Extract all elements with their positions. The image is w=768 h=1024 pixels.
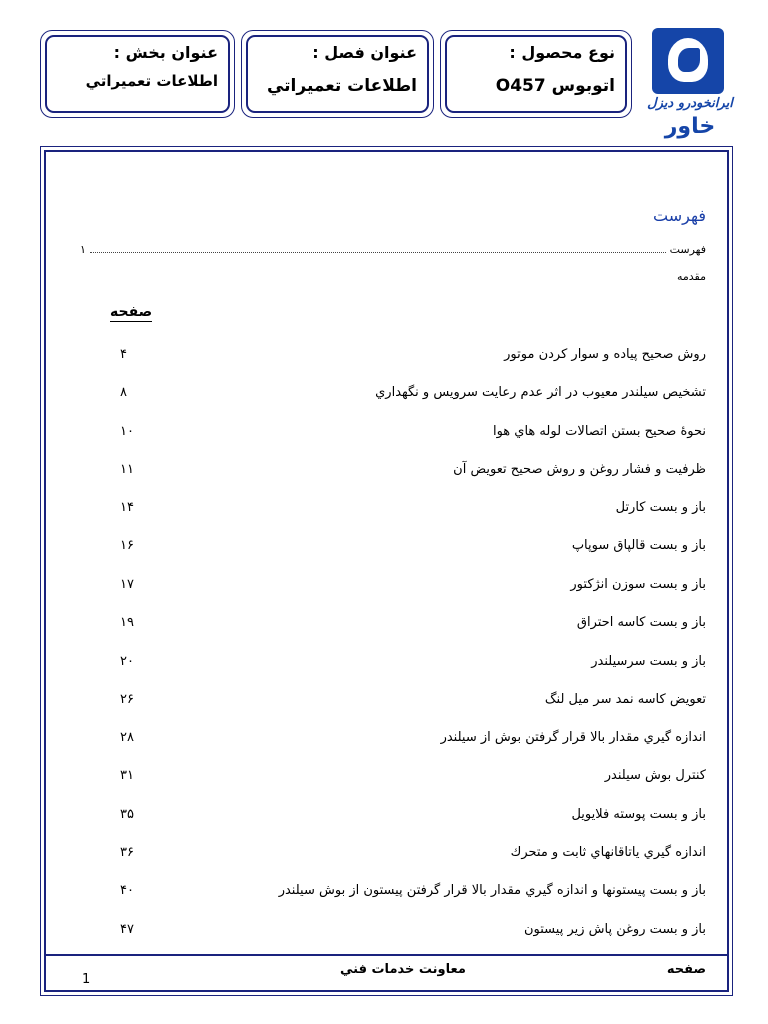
chapter-box — [241, 30, 434, 118]
toc-entry-page: ۴ — [120, 346, 127, 362]
toc-entry-page: ۱۹ — [120, 614, 134, 630]
toc-entry-title: باز و بست كارتل — [615, 499, 706, 515]
company-logo — [640, 28, 740, 140]
toc-entry-page: ۴۷ — [120, 921, 134, 937]
product-value: اتوبوس O457 — [495, 76, 615, 96]
toc-entry-page: ۴۰ — [120, 882, 134, 898]
toc-entry-title: باز و بست سرسيلندر — [591, 653, 706, 669]
logo-text-line2: خاور — [664, 114, 716, 139]
toc-entry[interactable] — [120, 574, 706, 594]
toc-entry-page: ۱۶ — [120, 537, 134, 553]
logo-text-line1: ایرانخودرو دیزل — [647, 96, 733, 111]
toc-entry[interactable] — [120, 919, 706, 939]
toc-entry-page: ۸ — [120, 384, 127, 400]
toc-entry[interactable] — [120, 459, 706, 479]
toc-entry-title: اندازه گيري ياتاقانهاي ثابت و متحرك — [510, 844, 706, 860]
section-value: اطلاعات تعميراتي — [85, 72, 218, 90]
page-frame-inner — [44, 150, 729, 992]
toc-entry[interactable] — [120, 765, 706, 785]
toc-entry-page: ۳۵ — [120, 806, 134, 822]
toc-entry[interactable] — [120, 344, 706, 364]
toc-intro-label-2[interactable]: مقدمه — [676, 270, 706, 283]
toc-entry-title: باز و بست پوسته فلايويل — [571, 806, 706, 822]
toc-entry-title: ظرفيت و فشار روغن و روش صحيح تعويض آن — [453, 461, 706, 477]
toc-entry-title: باز و بست سوزن انژكتور — [570, 576, 706, 592]
horse-emblem-icon — [652, 28, 724, 94]
footer-page-number: 1 — [82, 972, 91, 987]
toc-entry[interactable] — [120, 535, 706, 555]
page-column-header: صفحه — [110, 304, 153, 320]
toc-entry-title: باز و بست كاسه احتراق — [576, 614, 706, 630]
toc-entry[interactable] — [120, 612, 706, 632]
toc-entry[interactable] — [120, 842, 706, 862]
toc-entry-page: ۲۸ — [120, 729, 134, 745]
toc-entry-page: ۳۶ — [120, 844, 134, 860]
toc-entry-title: روش صحيح پياده و سوار كردن موتور — [504, 346, 706, 362]
toc-entry-page: ۱۴ — [120, 499, 134, 515]
footer-page-label: صفحه — [666, 962, 706, 977]
toc-entry-page: ۲۶ — [120, 691, 134, 707]
toc-intro-row[interactable] — [80, 240, 706, 256]
section-box — [40, 30, 235, 118]
toc-intro-page: ۱ — [80, 243, 86, 256]
toc-intro-label: فهرست — [669, 243, 706, 256]
toc-entry[interactable] — [120, 804, 706, 824]
toc-entry[interactable] — [120, 880, 706, 900]
toc-entry-title: نحوهٔ صحيح بستن اتصالات لوله هاي هوا — [492, 423, 706, 439]
toc-entry[interactable] — [120, 651, 706, 671]
toc-entry-page: ۲۰ — [120, 653, 134, 669]
toc-entry-title: تشخيص سيلندر معيوب در اثر عدم رعايت سرويس و نگهداري — [375, 384, 706, 400]
toc-entry-page: ۱۱ — [120, 461, 134, 477]
toc-entry[interactable] — [120, 689, 706, 709]
toc-entry-page: ۱۷ — [120, 576, 134, 592]
chapter-label: عنوان فصل : — [312, 43, 417, 62]
toc-entry-title: كنترل بوش سيلندر — [604, 767, 706, 783]
toc-entry[interactable] — [120, 727, 706, 747]
toc-entry-page: ۳۱ — [120, 767, 134, 783]
toc-entry-title: تعويض كاسه نمد سر ميل لنگ — [544, 691, 706, 707]
footer-department: معاونت خدمات فني — [340, 962, 466, 977]
toc-entry-title: اندازه گيري مقدار بالا قرار گرفتن بوش از سيلندر — [440, 729, 706, 745]
toc-entry-title: باز و بست قالپاق سوپاپ — [571, 537, 706, 553]
product-box — [440, 30, 632, 118]
toc-entry-page: ۱۰ — [120, 423, 134, 439]
toc-entry-title: باز و بست روغن پاش زير پيستون — [524, 921, 706, 937]
toc-entry[interactable] — [120, 382, 706, 402]
section-label: عنوان بخش : — [113, 43, 218, 62]
toc-entry[interactable] — [120, 497, 706, 517]
toc-entry-title: باز و بست پيستونها و اندازه گيري مقدار بالا قرار گرفتن پيستون از بوش سيلندر — [278, 882, 706, 898]
dot-leader — [90, 252, 666, 253]
toc-entry[interactable] — [120, 421, 706, 441]
chapter-value: اطلاعات تعميراتي — [266, 76, 417, 96]
product-label: نوع محصول : — [509, 43, 615, 62]
toc-title: فهرست — [653, 206, 706, 225]
